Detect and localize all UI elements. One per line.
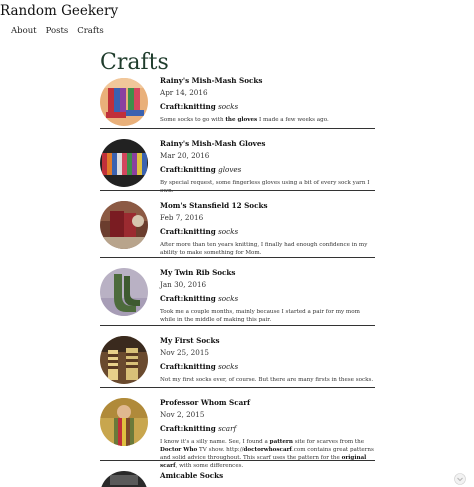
post-item [100, 191, 375, 258]
post-item [100, 326, 375, 388]
category-link[interactable]: knitting [183, 227, 216, 236]
excerpt-text: .com contains great patterns and solid advice throughout. This scarf uses the pattern for the [160, 447, 374, 461]
post-date: Nov 2, 2015 [160, 410, 205, 419]
post-thumbnail[interactable] [100, 78, 148, 126]
post-item [100, 129, 375, 194]
excerpt-text: site for scarves from the [292, 439, 365, 445]
post-categories [160, 165, 375, 175]
post-excerpt [160, 241, 375, 257]
post-item [100, 388, 375, 469]
post-title-link[interactable]: My First Socks [160, 336, 220, 345]
post-thumbnail[interactable] [100, 201, 148, 249]
excerpt-text: Not my first socks ever, of course. But there are many firsts in these socks. [160, 377, 374, 383]
post-list [100, 76, 375, 487]
post-title-link[interactable]: Amicable Socks [160, 471, 224, 480]
category-link[interactable]: knitting [183, 424, 216, 433]
post-categories [160, 362, 375, 372]
post-excerpt [160, 116, 375, 124]
main-nav [11, 26, 104, 36]
category-link[interactable]: knitting [183, 362, 216, 371]
excerpt-text: Some socks to go with [160, 117, 226, 123]
post-excerpt [160, 308, 375, 324]
post-categories [160, 227, 375, 237]
excerpt-text: Took me a couple months, mainly because I started a pair for my mom while in the middle of making this pair. [160, 309, 360, 323]
post-date: Nov 25, 2015 [160, 348, 209, 357]
excerpt-bold-text: pattern [269, 439, 293, 445]
post-title-link[interactable]: My Twin Rib Socks [160, 268, 236, 277]
post-title-link[interactable]: Rainy's Mish-Mash Socks [160, 76, 263, 85]
post-categories [160, 294, 375, 304]
excerpt-text: I know it's a silly name. See, I found a [160, 439, 270, 445]
post-date: Feb 7, 2016 [160, 213, 204, 222]
category-label: Craft: [160, 424, 184, 433]
category-link[interactable]: knitting [183, 102, 216, 111]
post-title-link[interactable]: Rainy's Mish-Mash Gloves [160, 139, 266, 148]
tag-link[interactable]: gloves [218, 165, 242, 174]
tag-link[interactable]: socks [218, 362, 239, 371]
tag-link[interactable]: socks [218, 294, 239, 303]
page-heading: Crafts [100, 50, 169, 75]
nav-link-crafts[interactable]: Crafts [77, 26, 104, 36]
scroll-to-top-icon[interactable] [454, 470, 466, 482]
tag-link[interactable]: socks [218, 102, 239, 111]
post-excerpt [160, 376, 375, 384]
category-label: Craft: [160, 102, 184, 111]
tag-link[interactable]: scarf [218, 424, 237, 433]
post-date: Apr 14, 2016 [160, 88, 208, 97]
excerpt-bold-text: Doctor Who [160, 447, 198, 453]
category-label: Craft: [160, 165, 184, 174]
excerpt-bold-text: the gloves [225, 117, 258, 123]
post-date: Jan 30, 2016 [160, 280, 207, 289]
excerpt-bold-text: doctorwhoscarf [243, 447, 292, 453]
post-categories [160, 102, 375, 112]
post-thumbnail[interactable] [100, 268, 148, 316]
category-label: Craft: [160, 294, 184, 303]
post-date: Mar 20, 2016 [160, 151, 210, 160]
post-thumbnail[interactable] [100, 336, 148, 384]
excerpt-text: I made a few weeks ago. [257, 117, 329, 123]
post-item [100, 461, 375, 487]
category-link[interactable]: knitting [183, 294, 216, 303]
post-title-link[interactable]: Mom's Stansfield 12 Socks [160, 201, 268, 210]
category-link[interactable]: knitting [183, 165, 216, 174]
excerpt-text: By special request, some fingerless gloves using a bit of every sock yarn I own. [160, 180, 370, 194]
post-title-link[interactable]: Professor Whom Scarf [160, 398, 251, 407]
excerpt-text: After more than ten years knitting, I finally had enough confidence in my ability to make something for Mom. [160, 242, 368, 256]
site-title[interactable]: Random Geekery [0, 3, 119, 19]
category-label: Craft: [160, 227, 184, 236]
excerpt-bold-text: original scarf [160, 455, 367, 469]
post-categories [160, 424, 375, 434]
post-thumbnail[interactable] [100, 398, 148, 446]
nav-link-about[interactable]: About [11, 26, 37, 36]
tag-link[interactable]: socks [218, 227, 239, 236]
category-label: Craft: [160, 362, 184, 371]
post-item [100, 76, 375, 129]
excerpt-text: , with some differences. [175, 463, 244, 469]
post-thumbnail[interactable] [100, 471, 148, 487]
excerpt-text: TV show. http:// [197, 447, 244, 453]
nav-link-posts[interactable]: Posts [45, 26, 69, 36]
post-item [100, 258, 375, 326]
post-thumbnail[interactable] [100, 139, 148, 187]
